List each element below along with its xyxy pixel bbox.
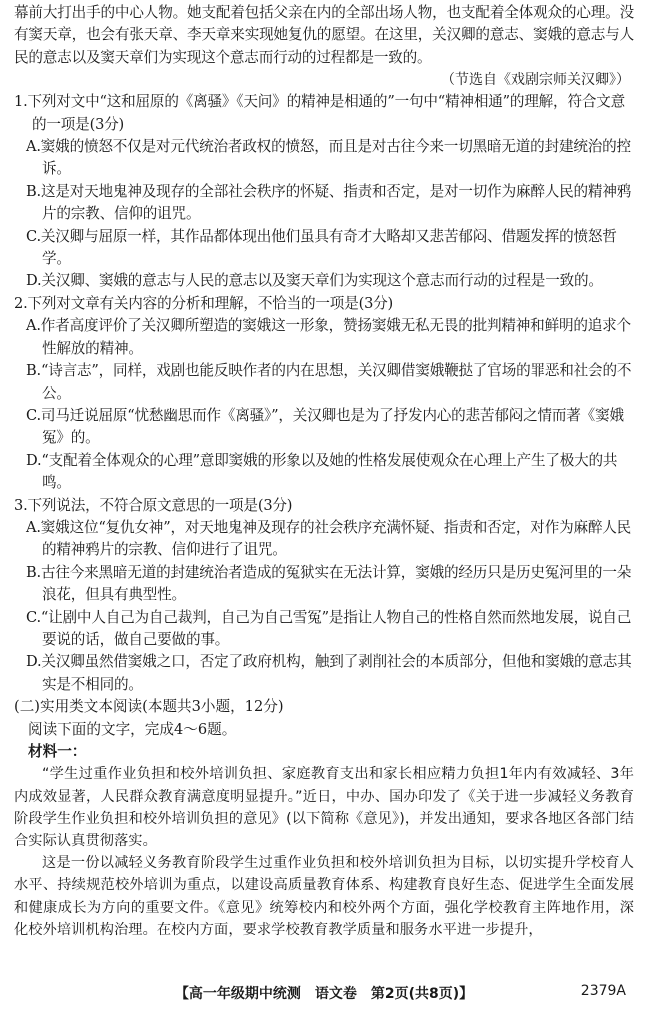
question-3-option-a: A.窦娥这位“复仇女神”，对天地鬼神及现存的社会秩序充满怀疑、指责和否定，对作为麻醉人民的精神鸦片的宗教、信仰进行了诅咒。 bbox=[26, 518, 632, 559]
question-1-option-d: D.关汉卿、窦娥的意志与人民的意志以及窦天章们为实现这个意志而行动的过程是一致的。 bbox=[26, 272, 603, 290]
question-3-option-c: C.“让剧中人自己为自己裁判，自己为自己雪冤”是指让人物自己的性格自然而然地发展，说自己要说的话，做自己要做的事。 bbox=[26, 608, 632, 648]
page-footer bbox=[0, 983, 648, 1007]
question-3-stem: 3.下列说法，不符合原文意思的一项是(3分) bbox=[14, 496, 293, 514]
question-2-stem: 2.下列对文章有关内容的分析和理解，不恰当的一项是(3分) bbox=[14, 294, 394, 312]
question-1-option-c: C.关汉卿与屈原一样，其作品都体现出他们虽具有奇才大略却又悲苦郁闷、借题发挥的愤怒哲学。 bbox=[26, 227, 617, 268]
passage-continuation bbox=[14, 2, 634, 91]
material-paragraph-2: 这是一份以减轻义务教育阶段学生过重作业负担和校外培训负担为目标，以切实提升学校育人水平、持续规范校外培训为重点，以建设高质量教育体系、构建教育良好生态、促进学生全面发展和健康成长为方向的重要文件。《意见》统筹校内和校外两个方面，强化学校教育主阵地作用，深化校外培训机构治理。在校内方面，要求学校教育教学质量和服务水平进一步提升， bbox=[14, 855, 634, 938]
question-2-option-d: D.“支配着全体观众的心理”意即窦娥的形象以及她的性格发展使观众在心理上产生了极大的共鸣。 bbox=[26, 451, 618, 492]
section-heading: (二)实用类文本阅读(本题共3小题，12分) bbox=[14, 698, 284, 716]
question-1-option-a: A.窦娥的愤怒不仅是对元代统治者政权的愤怒，而且是对古往今来一切黑暗无道的封建统治的控诉。 bbox=[26, 138, 631, 178]
footer-exam-info: 【高一年级期中统测 语文卷 第2页(共8页)】 bbox=[174, 986, 474, 1002]
section-instruction: 阅读下面的文字，完成4～6题。 bbox=[28, 720, 237, 738]
question-1-stem: 1.下列对文中“这和屈原的《离骚》《天问》的精神是相通的”一句中“精神相通”的理解，符合文意的一项是(3分) bbox=[14, 93, 626, 133]
passage-source: （节选自《戏剧宗师关汉卿》） bbox=[441, 72, 630, 89]
material-paragraph-1: “学生过重作业负担和校外培训负担、家庭教育支出和家长相应精力负担1年内有效减轻、3年内成效显著，人民群众教育满意度明显提升。”近日，中办、国办印发了《关于进一步减轻义务教育阶段学生作业负担和校外培训负担的意见》(以下简称《意见》)，并发出通知，要求各地区各部门结合实际认真贯彻落实。 bbox=[14, 766, 634, 850]
question-2-option-b: B.“诗言志”，同样，戏剧也能反映作者的内在思想，关汉卿借窦娥鞭挞了官场的罪恶和社会的不公。 bbox=[26, 362, 632, 402]
section-practical-reading bbox=[14, 696, 634, 941]
material-label: 材料一： bbox=[28, 743, 87, 760]
question-2-option-c: C.司马迁说屈原“忧愁幽思而作《离骚》”，关汉卿也是为了抒发内心的悲苦郁闷之情而著《窦娥冤》的。 bbox=[26, 406, 624, 447]
question-2 bbox=[14, 293, 634, 495]
question-1-option-b: B.这是对天地鬼神及现存的全部社会秩序的怀疑、指责和否定，是对一切作为麻醉人民的精神鸦片的宗教、信仰的诅咒。 bbox=[26, 182, 632, 223]
question-2-option-a: A.作者高度评价了关汉卿所塑造的窦娥这一形象，赞扬窦娥无私无畏的批判精神和鲜明的追求个性解放的精神。 bbox=[26, 317, 631, 357]
passage-text: 幕前大打出手的中心人物。她支配着包括父亲在内的全部出场人物，也支配着全体观众的心理。没有窦天章，也会有张天章、李天章来实现她复仇的愿望。在这里，关汉卿的意志、窦娥的意志与人民的意志以及窦天章们为实现这个意志而行动的过程都是一致的。 bbox=[14, 4, 634, 66]
question-3-option-b: B.古往今来黑暗无道的封建统治者造成的冤狱实在无法计算，窦娥的经历只是历史冤河里的一朵浪花，但具有典型性。 bbox=[26, 563, 632, 604]
question-3-option-d: D.关汉卿虽然借窦娥之口，否定了政府机构，触到了剥削社会的本质部分，但他和窦娥的意志其实是不相同的。 bbox=[26, 653, 632, 693]
question-1 bbox=[14, 91, 634, 293]
footer-paper-code: 2379A bbox=[580, 983, 626, 999]
question-3 bbox=[14, 495, 634, 697]
